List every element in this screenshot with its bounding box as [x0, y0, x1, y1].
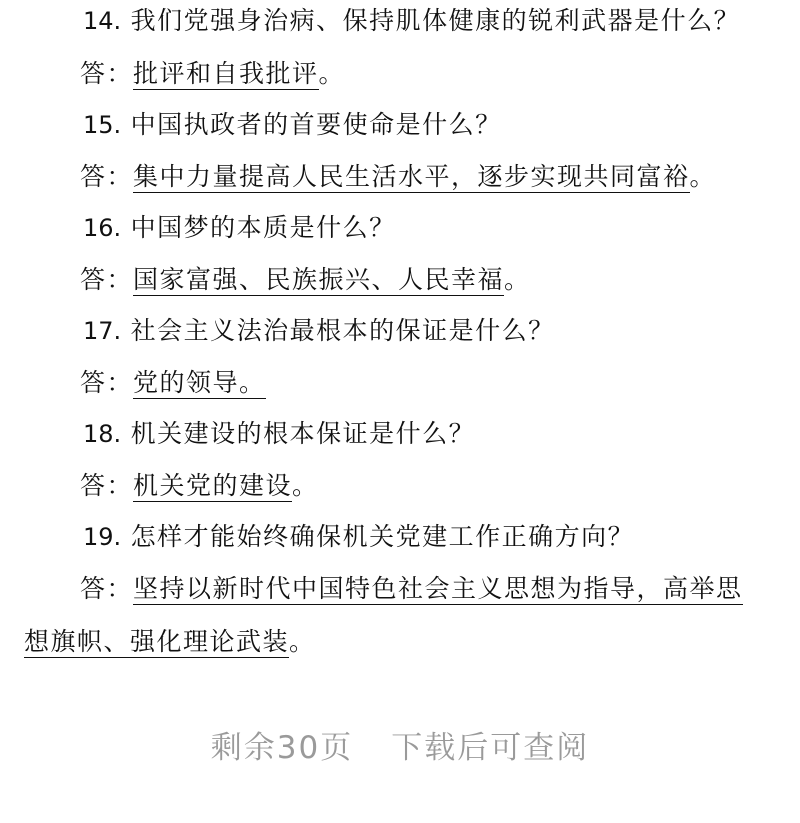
answer-prefix: 答：	[80, 574, 134, 603]
answer-end: 。	[689, 162, 717, 191]
answer-text: 坚持以新时代中国特色社会主义思想为指导，高举思	[133, 574, 743, 603]
answer-prefix: 答：	[80, 59, 134, 88]
question-19	[83, 520, 634, 554]
answer-prefix: 答：	[80, 265, 134, 294]
question-text: 机关建设的根本保证是什么？	[130, 419, 476, 448]
answer-text: 党的领导。	[133, 368, 266, 397]
answer-18	[80, 469, 319, 503]
answer-text: 批评和自我批评	[133, 59, 319, 88]
remaining-pages-text: 剩余30页	[210, 730, 354, 766]
answer-end: 。	[289, 627, 316, 656]
download-hint-text: 下载后可查阅	[391, 730, 590, 766]
question-17	[83, 314, 555, 348]
answer-prefix: 答：	[80, 368, 134, 397]
answer-text: 机关党的建设	[133, 471, 293, 500]
question-number: 19.	[83, 523, 122, 551]
question-text: 中国梦的本质是什么？	[130, 213, 396, 242]
question-number: 16.	[83, 214, 122, 242]
answer-17	[80, 366, 266, 400]
question-14	[83, 4, 740, 38]
question-number: 18.	[83, 420, 122, 448]
answer-end: 。	[504, 265, 531, 294]
answer-19	[80, 572, 743, 606]
remaining-pages-notice	[0, 722, 800, 767]
question-text: 社会主义法治最根本的保证是什么？	[130, 316, 555, 345]
question-16	[83, 211, 396, 245]
answer-text: 集中力量提高人民生活水平，逐步实现共同富裕	[133, 162, 690, 191]
answer-prefix: 答：	[80, 162, 134, 191]
answer-prefix: 答：	[80, 471, 134, 500]
question-15	[83, 108, 502, 142]
answer-16	[80, 263, 531, 297]
question-number: 15.	[83, 111, 122, 139]
answer-text: 国家富强、民族振兴、人民幸福	[133, 265, 505, 294]
answer-19-continued	[24, 625, 316, 659]
question-number: 14.	[83, 7, 122, 35]
answer-14	[80, 57, 345, 91]
question-text: 怎样才能始终确保机关党建工作正确方向？	[130, 522, 635, 551]
question-number: 17.	[83, 317, 122, 345]
answer-15	[80, 160, 716, 194]
question-text: 中国执政者的首要使命是什么？	[130, 110, 502, 139]
answer-text-continued: 想旗帜、强化理论武装	[24, 627, 290, 656]
question-text: 我们党强身治病、保持肌体健康的锐利武器是什么？	[130, 6, 741, 35]
answer-end: 。	[318, 59, 346, 88]
question-18	[83, 417, 475, 451]
answer-end: 。	[292, 471, 319, 500]
